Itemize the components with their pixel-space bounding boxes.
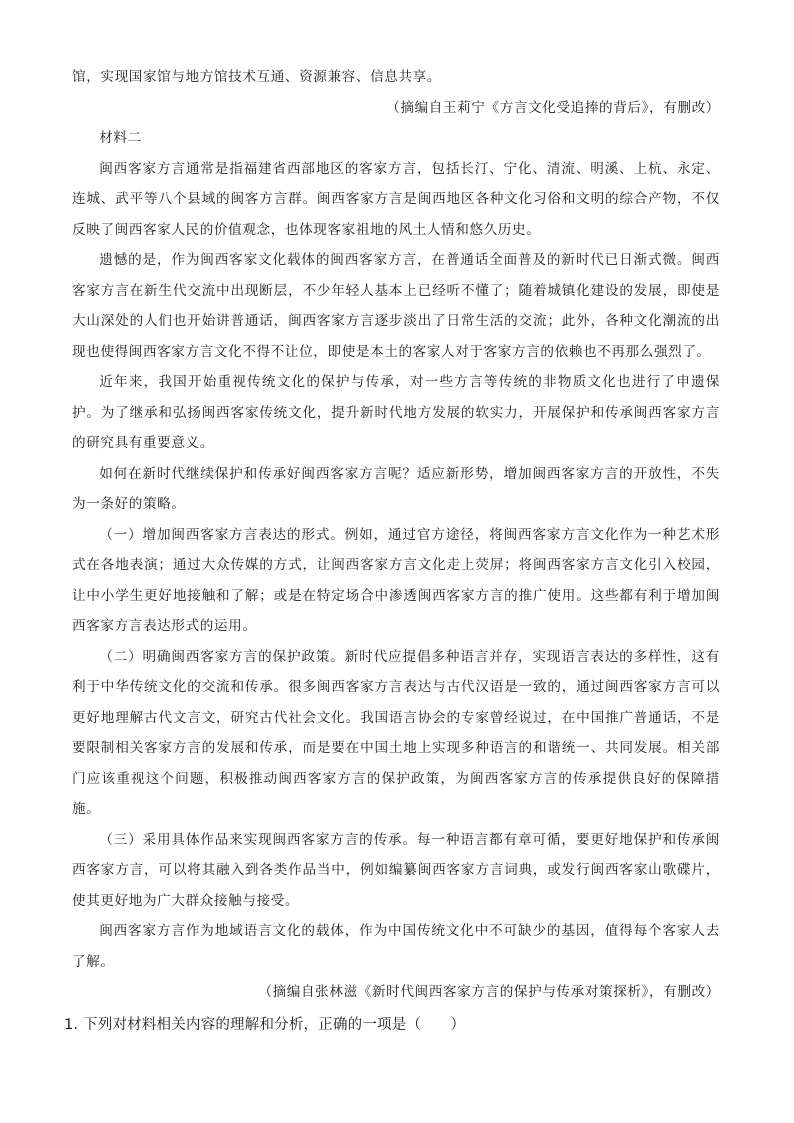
source-citation-1: （摘编自王莉宁《方言文化受追捧的背后》，有删改） — [386, 99, 720, 116]
body-paragraph: 如何在新时代继续保护和传承好闽西客家方言呢？适应新形势，增加闽西客家方言的开放性，不失为一条好的策略。 — [72, 465, 720, 512]
source-citation-2: （摘编自张林滋《新时代闽西客家方言的保护与传承对策探析》，有删改） — [258, 984, 720, 1000]
body-paragraph: 近年来，我国开始重视传统文化的保护与传承，对一些方言等传统的非物质文化也进行了申遗保护。为了继承和弘扬闽西客家传统文化，提升新时代地方发展的软实力，开展保护和传承闽西客家方言的研究具有重要意义。 — [72, 374, 720, 451]
body-paragraph: 闽西客家方言通常是指福建省西部地区的客家方言，包括长汀、宁化、清流、明溪、上杭、永定、连城、武平等八个县域的闽客方言群。闽西客家方言是闽西地区各种文化习俗和文明的综合产物，不仅反映了闽西客家人民的价值观念，也体现客家祖地的风土人情和悠久历史。 — [72, 160, 720, 238]
material-label: 材料二 — [99, 130, 142, 146]
body-paragraph: （一）增加闽西客家方言表达的形式。例如，通过官方途径，将闽西客家方言文化作为一种艺术形式在各地表演；通过大众传媒的方式，让闽西客家方言文化走上荧屏；将闽西客家方言文化引入校园，让中小学生更好地接触和了解；或是在特定场合中渗透闽西客家方言的推广使用。这些都有利于增加闽西客家方言表达形式的运用。 — [72, 526, 720, 634]
lead-paragraph: 馆，实现国家馆与地方馆技术互通、资源兼容、信息共享。 — [72, 69, 442, 85]
question-1: 1. 下列对材料相关内容的理解和分析，正确的一项是（ ） — [64, 1016, 466, 1033]
body-paragraph: 遗憾的是，作为闽西客家文化载体的闽西客家方言，在普通话全面普及的新时代已日渐式微。闽西客家方言在新生代交流中出现断层，不少年轻人基本上已经听不懂了；随着城镇化建设的发展，即使是大山深处的人们也开始讲普通话，闽西客家方言逐步淡出了日常生活的交流；此外，各种文化潮流的出现也使得闽西客家方言文化不得不让位，即使是本土的客家人对于客家方言的依赖也不再那么强烈了。 — [72, 252, 720, 360]
body-paragraph: （三）采用具体作品来实现闽西客家方言的传承。每一种语言都有章可循，要更好地保护和传承闽西客家方言，可以将其融入到各类作品当中，例如编纂闽西客家方言词典，或发行闽西客家山歌碟片，使其更好地为广大群众接触与接受。 — [72, 831, 720, 909]
body-paragraph: （二）明确闽西客家方言的保护政策。新时代应提倡多种语言并存，实现语言表达的多样性，这有利于中华传统文化的交流和传承。很多闽西客家方言表达与古代汉语是一致的，通过闽西客家方言可以更好地理解古代文言文，研究古代社会文化。我国语言协会的专家曾经说过，在中国推广普通话，不是要限制相关客家方言的发展和传承，而是要在中国土地上实现多种语言的和谐统一、共同发展。相关部门应该重视这个问题，积极推动闽西客家方言的保护政策，为闽西客家方言的传承提供良好的保障措施。 — [72, 648, 720, 817]
body-paragraph: 闽西客家方言作为地域语言文化的载体，作为中国传统文化中不可缺少的基因，值得每个客家人去了解。 — [72, 923, 720, 970]
document-body — [64, 62, 720, 1040]
